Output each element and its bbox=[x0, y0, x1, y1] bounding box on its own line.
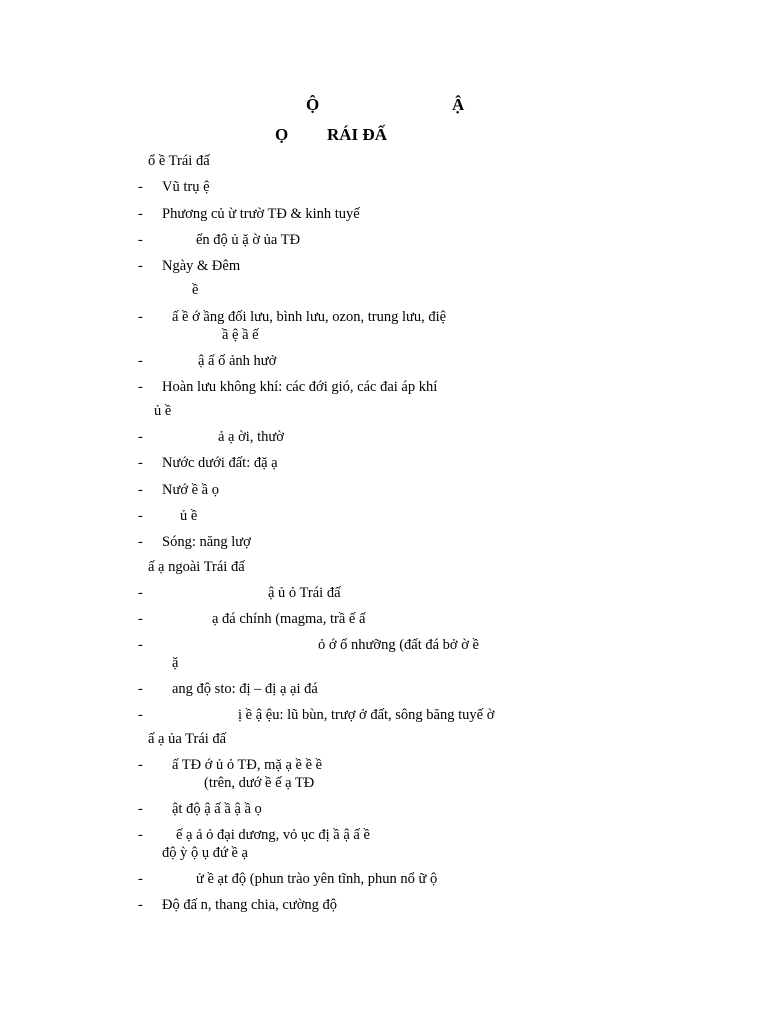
bullet-1: - bbox=[138, 179, 143, 195]
bullet-21: - bbox=[138, 681, 143, 697]
list-item-4: Ngày & Đêm bbox=[162, 258, 241, 274]
list-item-26: ật độ ậ ấ ầ ậ ầ ọ bbox=[172, 801, 262, 817]
list-item-5: ề bbox=[192, 282, 199, 298]
bullet-18: - bbox=[138, 611, 143, 627]
list-item-3: ển độ ủ ặ ờ ủa TĐ bbox=[196, 232, 301, 248]
bullet-26: - bbox=[138, 801, 143, 817]
list-item-15: Sóng: năng lượ bbox=[162, 534, 251, 550]
list-item-9: Hoàn lưu không khí: các đới gió, các đai áp khí bbox=[162, 379, 438, 395]
bullet-19: - bbox=[138, 637, 143, 653]
list-item-24: ấ TĐ ớ ủ ỏ TĐ, mặ ạ ề ề ề bbox=[172, 757, 323, 773]
list-item-25: (trên, dướ ề ế ạ TĐ bbox=[204, 775, 315, 791]
list-item-21: ang độ sto: đị – đị ạ ại đá bbox=[172, 681, 318, 697]
list-item-12: Nước dưới đất: đặ ạ bbox=[162, 455, 278, 471]
list-item-1: Vũ trụ ệ bbox=[162, 179, 210, 195]
list-item-6: ấ ề ớ ầng đối lưu, bình lưu, ozon, trung lưu, điệ bbox=[172, 309, 447, 325]
list-item-19: ỏ ớ ổ nhưỡng (đất đá bở ờ ề bbox=[318, 637, 479, 653]
bullet-24: - bbox=[138, 757, 143, 773]
list-item-14: ủ ề bbox=[180, 508, 198, 524]
list-item-13: Nướ ề ầ ọ bbox=[162, 482, 219, 498]
list-item-30: Độ đấ n, thang chia, cường độ bbox=[162, 897, 337, 913]
bullet-13: - bbox=[138, 482, 143, 498]
bullet-2: - bbox=[138, 206, 143, 222]
title-line1-right: Ậ bbox=[452, 95, 465, 114]
list-item-22: ị ề ậ ệu: lũ bùn, trượ ở đất, sông băng tuyế ờ bbox=[238, 707, 495, 723]
bullet-11: - bbox=[138, 429, 143, 445]
bullet-15: - bbox=[138, 534, 143, 550]
list-item-28: độ ỳ ộ ụ đứ ề ạ bbox=[162, 845, 248, 861]
list-item-10: ủ ề bbox=[154, 403, 172, 419]
bullet-8: - bbox=[138, 353, 143, 369]
bullet-29: - bbox=[138, 871, 143, 887]
list-item-7: ầ ệ ầ ế bbox=[222, 327, 259, 343]
list-item-20: ặ bbox=[172, 655, 179, 671]
bullet-9: - bbox=[138, 379, 143, 395]
list-item-2: Phương củ ừ trườ TĐ & kinh tuyế bbox=[162, 206, 360, 222]
section-heading: ổ ề Trái đấ bbox=[148, 153, 210, 169]
bullet-30: - bbox=[138, 897, 143, 913]
title-line1-left: Ộ bbox=[306, 95, 320, 114]
list-item-18: ạ đá chính (magma, trầ ế ấ bbox=[212, 611, 366, 627]
list-item-27: ế ạ ả ỏ đại dương, vỏ ục đị ầ ậ ấ ề bbox=[176, 827, 370, 843]
title-line2-left: Ọ bbox=[275, 125, 289, 144]
bullet-22: - bbox=[138, 707, 143, 723]
list-item-16: ấ ạ ngoài Trái đấ bbox=[148, 559, 245, 575]
bullet-4: - bbox=[138, 258, 143, 274]
list-item-23: ấ ạ ủa Trái đấ bbox=[148, 731, 227, 747]
bullet-27: - bbox=[138, 827, 143, 843]
list-item-11: ả ạ ời, thườ bbox=[218, 429, 284, 445]
list-item-8: ậ ấ ố ảnh hưở bbox=[198, 353, 277, 369]
bullet-3: - bbox=[138, 232, 143, 248]
bullet-17: - bbox=[138, 585, 143, 601]
list-item-17: ậ ủ ỏ Trái đấ bbox=[268, 585, 341, 601]
bullet-6: - bbox=[138, 309, 143, 325]
list-item-29: ử ề ạt độ (phun trào yên tĩnh, phun nổ ữ ộ bbox=[196, 871, 438, 887]
bullet-12: - bbox=[138, 455, 143, 471]
bullet-14: - bbox=[138, 508, 143, 524]
title-line2-right: RÁI ĐẤ bbox=[327, 125, 387, 144]
